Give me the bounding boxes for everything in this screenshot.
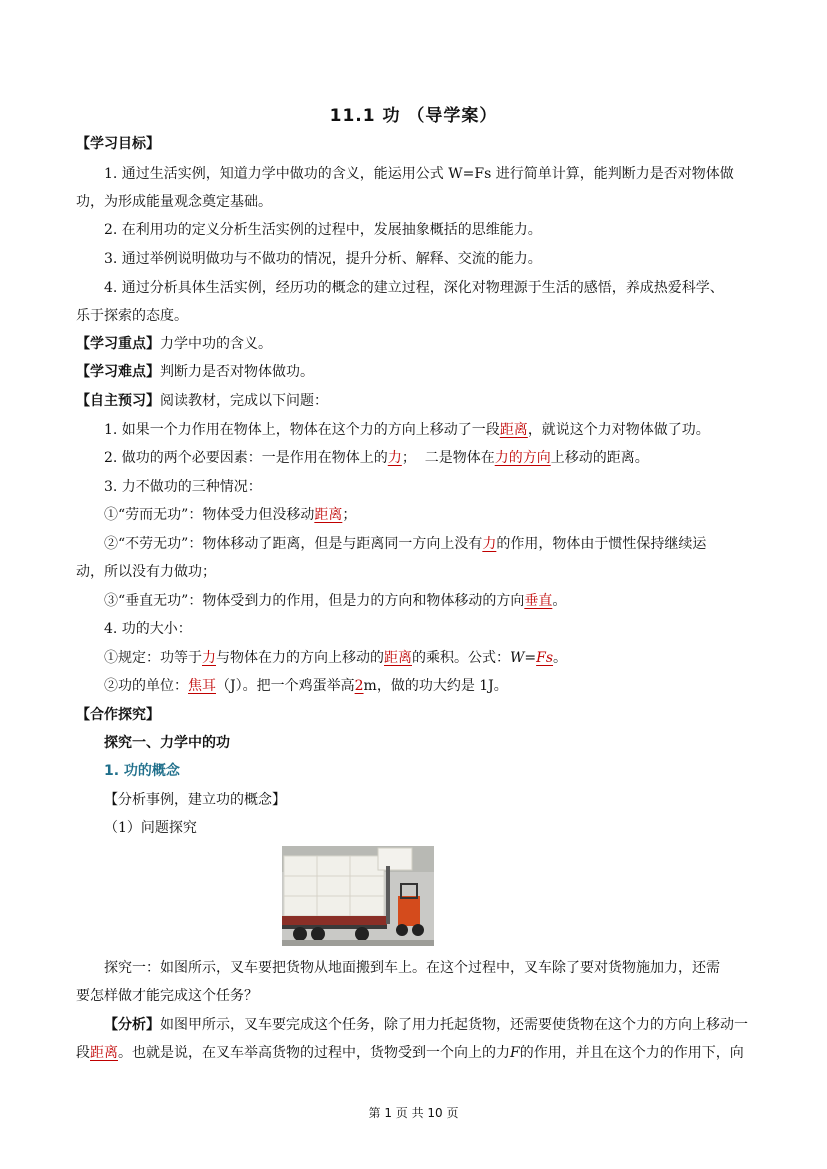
difficulty: [76, 362, 756, 382]
analysis-heading: 【分析事例，建立功的概念】: [104, 792, 286, 808]
q1-text-end: ，就说这个力对物体做了功。: [527, 422, 710, 438]
rule-1-text: ①规定：功等于: [104, 650, 202, 666]
analysis-text: 如图甲所示，叉车要完成这个任务，除了用力托起货物，还需要使货物在这个力的方向上移动一: [160, 1017, 748, 1033]
inquiry-line-2: 要怎样做才能完成这个任务？: [76, 988, 258, 1004]
rule-1-answer-3: Fs: [536, 650, 554, 666]
analysis-answer: 距离: [90, 1045, 118, 1061]
case-3-text: ③“垂直无功”：物体受到力的作用，但是力的方向和物体移动的方向: [104, 593, 525, 609]
preview-q1: [104, 420, 784, 440]
rule-2-answer-2: 2: [354, 678, 364, 694]
case-2-answer: 力: [482, 536, 497, 552]
case-2-line-2: 动，所以没有力做功；: [76, 564, 216, 580]
rule-2: [104, 676, 784, 696]
rule-1-text-mid: 与物体在力的方向上移动的: [216, 650, 384, 666]
difficulty-label: 【学习难点】: [76, 364, 160, 380]
case-2-text: ②“不劳无功”：物体移动了距离，但是与距离同一方向上没有: [104, 536, 483, 552]
analysis-line-2: [76, 1043, 756, 1063]
explore-heading: 【合作探究】: [76, 707, 160, 723]
page-title: 11.1 功 （导学案）: [329, 106, 498, 126]
preview-q4: 4. 功的大小：: [104, 621, 192, 637]
key-point-label: 【学习重点】: [76, 336, 160, 352]
key-point-text: 力学中功的含义。: [160, 336, 272, 352]
case-1-text: ①“劳而无功”：物体受力但没移动: [104, 507, 315, 523]
question-label: （1）问题探究: [104, 820, 197, 836]
rule-1-text-mid2: 的乘积。公式：: [412, 650, 510, 666]
forklift-truck-image: [282, 846, 434, 946]
goals-heading: 【学习目标】: [76, 136, 160, 152]
formula-eq: =: [524, 650, 537, 666]
case-1-end: ；: [342, 507, 357, 523]
case-2-end: 的作用，物体由于惯性保持继续运: [496, 536, 707, 552]
goal-3: 3. 通过举例说明做功与不做功的情况，提升分析、解释、交流的能力。: [104, 251, 542, 267]
rule-1: [104, 648, 784, 668]
case-3-end: 。: [552, 593, 567, 609]
goal-4-line-2: 乐于探索的态度。: [76, 308, 188, 324]
case-3: [104, 591, 784, 611]
preview-heading: [76, 391, 756, 411]
preview-q2: [104, 448, 784, 468]
page-footer: 第 1 页 共 10 页: [368, 1106, 459, 1120]
case-1-answer: 距离: [314, 507, 343, 523]
goal-1-line-2: 功，为形成能量观念奠定基础。: [76, 194, 272, 210]
rule-1-answer-2: 距离: [384, 650, 412, 666]
concept-heading: 1. 功的概念: [104, 763, 180, 779]
case-3-answer: 垂直: [524, 593, 553, 609]
explore-sub-1: 探究一、力学中的功: [104, 735, 230, 751]
q2-text: 2. 做功的两个必要因素：一是作用在物体上的: [104, 450, 388, 466]
analysis-label: 【分析】: [104, 1017, 160, 1033]
q2-answer-2: 力的方向: [494, 450, 551, 466]
q2-answer-1: 力: [387, 450, 402, 466]
rule-2-answer-1: 焦耳: [188, 678, 216, 694]
q1-text: 1. 如果一个力作用在物体上，物体在这个力的方向上移动了一段: [104, 422, 500, 438]
rule-2-text-mid: （J）。把一个鸡蛋举高: [216, 678, 355, 694]
q1-answer: 距离: [499, 422, 528, 438]
q2-text-end: 上移动的距离。: [550, 450, 649, 466]
analysis-text-2: 段: [76, 1045, 90, 1061]
force-symbol: F: [510, 1045, 520, 1061]
preview-q3: 3. 力不做功的三种情况：: [104, 479, 262, 495]
preview-label: 【自主预习】: [76, 393, 160, 409]
rule-1-end: 。: [553, 650, 568, 666]
rule-2-end: m，做的功大约是 1J。: [363, 678, 508, 694]
key-point: [76, 334, 756, 354]
rule-1-answer-1: 力: [202, 650, 216, 666]
goal-1-line-1: 1. 通过生活实例，知道力学中做功的含义，能运用公式 W=Fs 进行简单计算，能判断力是否对物体做: [104, 166, 734, 182]
analysis-text-2-mid: 。也就是说，在叉车举高货物的过程中，货物受到一个向上的力: [118, 1045, 510, 1061]
goal-4-line-1: 4. 通过分析具体生活实例，经历功的概念的建立过程，深化对物理源于生活的感悟，养成热爱科学、: [104, 280, 724, 296]
analysis-text-2-end: 的作用，并且在这个力的作用下，向: [519, 1045, 744, 1061]
inquiry-line-1: 探究一：如图所示，叉车要把货物从地面搬到车上。在这个过程中，叉车除了要对货物施加力，还需: [104, 960, 720, 976]
forklift-photo: [282, 846, 434, 946]
formula-w: W: [510, 650, 525, 666]
q2-text-mid: ； 二是物体在: [401, 450, 495, 466]
goal-2: 2. 在利用功的定义分析生活实例的过程中，发展抽象概括的思维能力。: [104, 222, 542, 238]
difficulty-text: 判断力是否对物体做功。: [160, 364, 314, 380]
rule-2-text: ②功的单位：: [104, 678, 188, 694]
case-1: [104, 505, 784, 525]
analysis-line-1: [104, 1015, 784, 1035]
preview-text: 阅读教材，完成以下问题：: [160, 393, 328, 409]
case-2: [104, 534, 784, 554]
